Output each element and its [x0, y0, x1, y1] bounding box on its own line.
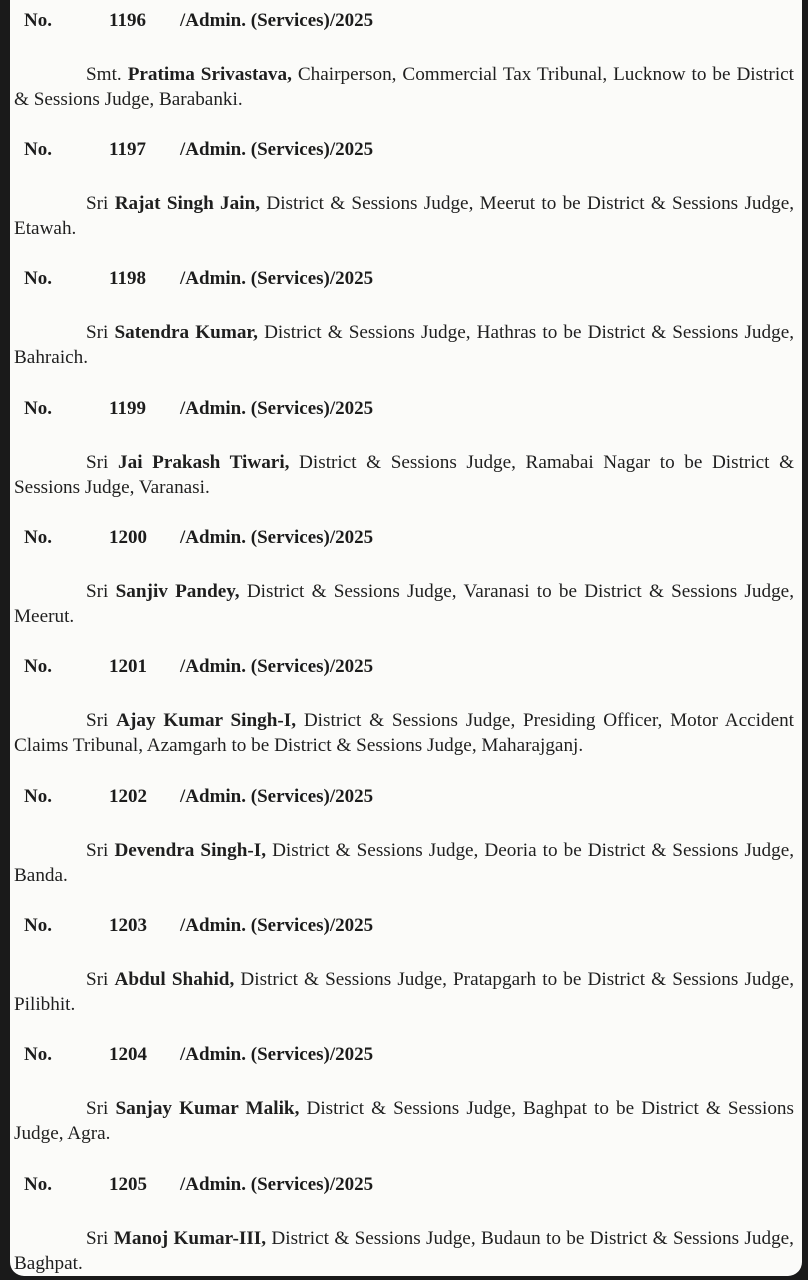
- order-number: 1198: [109, 268, 146, 289]
- officer-name: Pratima Srivastava,: [127, 64, 292, 85]
- posting-details: District & Sessions Judge, Budaun to be District & Sessions Judge, Baghpat.: [14, 1228, 794, 1274]
- order-reference: /Admin. (Services)/2025: [180, 1044, 374, 1065]
- order-entry-1205: [10, 1170, 802, 1274]
- order-number-line: [10, 652, 802, 678]
- order-reference: /Admin. (Services)/2025: [180, 527, 374, 548]
- officer-name: Sanjay Kumar Malik,: [115, 1098, 300, 1119]
- officer-name: Rajat Singh Jain,: [114, 193, 261, 214]
- order-text: [14, 838, 794, 888]
- order-text: [14, 708, 794, 758]
- posting-details: District & Sessions Judge, Pratapgarh to be District & Sessions Judge, Pilibhit.: [14, 969, 795, 1015]
- order-number-line: [10, 1040, 802, 1066]
- order-number-line: [10, 782, 802, 808]
- number-label: No.: [24, 786, 52, 807]
- order-text: [14, 191, 794, 241]
- order-text: [14, 1096, 794, 1146]
- order-text: [14, 579, 794, 629]
- number-label: No.: [24, 139, 52, 160]
- order-number: 1201: [109, 656, 147, 677]
- officer-name: Ajay Kumar Singh-I,: [116, 710, 297, 731]
- order-number-line: [10, 394, 802, 420]
- order-reference: /Admin. (Services)/2025: [180, 915, 374, 936]
- honorific: Sri: [86, 581, 109, 602]
- order-reference: /Admin. (Services)/2025: [180, 10, 374, 31]
- order-number-line: [10, 135, 802, 161]
- number-label: No.: [24, 398, 52, 419]
- order-entry-1203: [10, 911, 802, 1015]
- order-number: 1205: [109, 1174, 147, 1195]
- number-label: No.: [24, 915, 52, 936]
- honorific: Sri: [86, 452, 109, 473]
- order-reference: /Admin. (Services)/2025: [180, 268, 374, 289]
- honorific: Sri: [86, 840, 109, 861]
- number-label: No.: [24, 527, 52, 548]
- officer-name: Devendra Singh-I,: [114, 840, 267, 861]
- number-label: No.: [24, 10, 52, 31]
- honorific: Sri: [86, 710, 109, 731]
- posting-details: District & Sessions Judge, Deoria to be District & Sessions Judge, Banda.: [14, 840, 795, 886]
- officer-name: Jai Prakash Tiwari,: [118, 452, 290, 473]
- order-entry-1199: [10, 394, 802, 498]
- order-number: 1203: [109, 915, 147, 936]
- document-page: [10, 0, 802, 1276]
- honorific: Sri: [86, 322, 109, 343]
- posting-details: District & Sessions Judge, Presiding Officer, Motor Accident Claims Tribunal, Azamgarh to be District & Sessions Judge, Maharajganj.: [14, 710, 795, 756]
- order-entry-1198: [10, 264, 802, 368]
- order-text: [14, 62, 794, 112]
- order-number: 1204: [109, 1044, 147, 1065]
- order-number: 1196: [109, 10, 146, 31]
- posting-details: District & Sessions Judge, Meerut to be District & Sessions Judge, Etawah.: [14, 193, 795, 239]
- honorific: Sri: [86, 969, 109, 990]
- order-entry-1197: [10, 135, 802, 239]
- officer-name: Manoj Kumar-III,: [113, 1228, 267, 1249]
- order-number: 1202: [109, 786, 147, 807]
- order-reference: /Admin. (Services)/2025: [180, 656, 374, 677]
- officer-name: Satendra Kumar,: [114, 322, 258, 343]
- honorific: Sri: [86, 193, 109, 214]
- number-label: No.: [24, 656, 52, 677]
- order-number-line: [10, 6, 802, 32]
- order-entry-1201: [10, 652, 802, 756]
- number-label: No.: [24, 268, 52, 289]
- honorific: Sri: [86, 1228, 109, 1249]
- officer-name: Sanjiv Pandey,: [115, 581, 240, 602]
- honorific: Smt.: [86, 64, 122, 85]
- order-text: [14, 320, 794, 370]
- order-text: [14, 967, 794, 1017]
- posting-details: Chairperson, Commercial Tax Tribunal, Lucknow to be District & Sessions Judge, Barabanki.: [14, 64, 795, 110]
- order-text: [14, 1226, 794, 1276]
- posting-details: District & Sessions Judge, Ramabai Nagar to be District & Sessions Judge, Varanasi.: [14, 452, 795, 498]
- order-number-line: [10, 911, 802, 937]
- order-reference: /Admin. (Services)/2025: [180, 786, 374, 807]
- honorific: Sri: [86, 1098, 109, 1119]
- order-reference: /Admin. (Services)/2025: [180, 398, 374, 419]
- order-entry-1202: [10, 782, 802, 886]
- number-label: No.: [24, 1044, 52, 1065]
- order-reference: /Admin. (Services)/2025: [180, 139, 374, 160]
- order-number: 1197: [109, 139, 146, 160]
- posting-details: District & Sessions Judge, Baghpat to be District & Sessions Judge, Agra.: [14, 1098, 794, 1144]
- number-label: No.: [24, 1174, 52, 1195]
- order-number-line: [10, 523, 802, 549]
- order-number: 1199: [109, 398, 146, 419]
- order-entry-1200: [10, 523, 802, 627]
- order-text: [14, 450, 794, 500]
- order-number-line: [10, 264, 802, 290]
- order-number: 1200: [109, 527, 147, 548]
- order-entry-1196: [10, 6, 802, 110]
- posting-details: District & Sessions Judge, Varanasi to be District & Sessions Judge, Meerut.: [14, 581, 794, 627]
- order-entry-1204: [10, 1040, 802, 1144]
- posting-details: District & Sessions Judge, Hathras to be District & Sessions Judge, Bahraich.: [14, 322, 795, 368]
- order-number-line: [10, 1170, 802, 1196]
- officer-name: Abdul Shahid,: [114, 969, 235, 990]
- order-reference: /Admin. (Services)/2025: [180, 1174, 374, 1195]
